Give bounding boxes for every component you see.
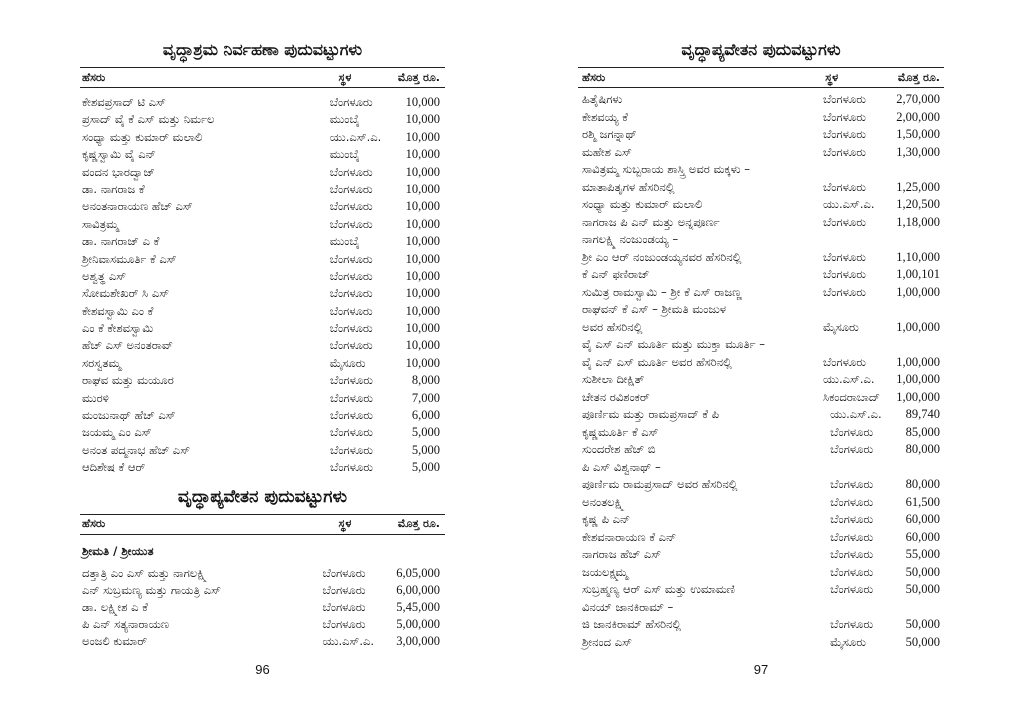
table-row: [578, 581, 944, 599]
page-number: 96: [255, 662, 270, 677]
table-row: [578, 126, 944, 144]
donor-place: ಬೆಂಗಳೂರು: [329, 181, 373, 196]
table-row: [80, 355, 445, 372]
table-row: [578, 179, 944, 197]
donor-name: ಜಯಮ್ಮ ಎಂ ಎಸ್: [82, 425, 152, 440]
donor-name: ಕೇಶವಪ್ರಸಾದ್ ಟಿ ಎಸ್: [82, 95, 166, 109]
donation-amount: 1,00,000: [896, 372, 940, 386]
donor-name: ಪ್ರಸಾದ್ ವೈ ಕೆ ಎಸ್ ಮತ್ತು ನಿರ್ಮಲ: [82, 112, 215, 127]
table-row: [578, 441, 944, 459]
donor-place: ಮೈಸೂರು: [822, 319, 859, 334]
old-age-home-endowments-section: [80, 38, 445, 477]
donation-amount: 50,000: [905, 617, 940, 631]
donor-place: ಬೆಂಗಳೂರು: [329, 321, 373, 336]
donation-amount: 10,000: [405, 338, 440, 353]
donation-amount: 2,00,000: [896, 109, 940, 124]
donor-name: ಸುಬ್ರಹ್ಮಣ್ಯ ಆರ್ ಎಸ್ ಮತ್ತು ಉಮಾಮಣಿ: [582, 582, 735, 596]
donor-place: ಬೆಂಗಳೂರು: [329, 338, 373, 353]
table-body: [80, 560, 445, 650]
donation-amount: 1,20,500: [896, 197, 940, 211]
donor-place: ಬೆಂಗಳೂರು: [330, 390, 373, 405]
donor-name: ರಶ್ಮಿ ಜಗನ್ನಾಥ್: [582, 127, 637, 141]
table-row: [80, 94, 445, 111]
donor-place: ಬೆಂಗಳೂರು: [830, 564, 874, 579]
column-header-name: ಹೆಸರು: [82, 70, 106, 84]
table-row: [578, 511, 944, 529]
donation-amount: 1,00,000: [896, 284, 940, 299]
donation-amount: 5,000: [411, 425, 440, 440]
table-row: [80, 320, 445, 337]
table-row: [578, 634, 944, 652]
donor-name: ಸಂಧ್ಯಾ ಮತ್ತು ಕುಮಾರ್ ಮಲಾಲಿ: [82, 129, 203, 144]
donor-name: ದತ್ತಾತ್ರಿ ಎಂ ಎಸ್ ಮತ್ತು ನಾಗಲಕ್ಷ್ಮಿ: [82, 565, 207, 580]
donation-amount: 10,000: [405, 181, 440, 196]
donor-name: ಡಾ. ನಾಗರಾಜ ಕೆ: [82, 181, 145, 196]
table-row: [80, 251, 445, 268]
table-row: [578, 599, 944, 617]
donor-name: ಕೆ ಎನ್ ಫಣಿರಾಜ್: [582, 267, 650, 281]
donor-place: ಬೆಂಗಳೂರು: [330, 408, 373, 423]
donor-name: ಸಾವಿತ್ರಮ್ಮ ಸುಬ್ಬರಾಯ ಶಾಸ್ತ್ರಿ ಅವರ ಮಕ್ಕಳು –: [582, 162, 750, 176]
column-header-amount: ಮೊತ್ತ ರೂ.: [397, 70, 440, 84]
donor-name: ಮಹೇಶ ಎಸ್: [582, 144, 632, 159]
table-row: [80, 198, 445, 215]
donation-amount: 85,000: [905, 424, 940, 439]
donation-amount: 5,000: [411, 442, 440, 457]
donation-amount: 10,000: [405, 95, 440, 109]
donation-amount: 1,00,000: [896, 389, 940, 404]
donation-amount: 6,00,000: [396, 582, 440, 597]
donation-amount: 10,000: [405, 234, 440, 249]
donor-name: ಸುಮಿತ್ರ ರಾಮಸ್ವಾಮಿ – ಶ್ರೀ ಕೆ ಎಸ್ ರಾಜಣ್ಣ: [582, 284, 742, 299]
donation-amount: 10,000: [405, 251, 440, 266]
donation-amount: 10,000: [405, 199, 440, 214]
donor-place: ಮೈಸೂರು: [830, 634, 866, 649]
donor-place: ಬೆಂಗಳೂರು: [830, 547, 874, 561]
donor-place: ಬೆಂಗಳೂರು: [822, 214, 866, 229]
donor-name: ಕೃಷ್ಣಸ್ವಾಮಿ ವೈ ಎನ್: [82, 147, 156, 162]
donor-name: ಅಶ್ವತ್ಥ ಎಸ್: [82, 268, 127, 283]
donor-place: ಮುಂಬೈ: [329, 234, 360, 249]
table-row: [578, 424, 944, 442]
donor-name: ಮುರಳಿ: [82, 390, 109, 405]
table-row: [80, 129, 445, 146]
donor-place: ಬೆಂಗಳೂರು: [830, 477, 874, 491]
table-row: [80, 111, 445, 128]
donation-amount: 1,25,000: [896, 179, 940, 194]
donor-place: ಬೆಂಗಳೂರು: [329, 95, 373, 109]
donor-name: ಮಂಜುನಾಥ್ ಹೆಚ್ ಎಸ್: [82, 408, 176, 423]
table-row: [578, 459, 944, 477]
table-row: [578, 564, 944, 582]
donor-name: ಅವರ ಹೆಸರಿನಲ್ಲಿ: [582, 319, 643, 334]
donor-place: ಸಿಕಂದರಾಬಾದ್: [822, 389, 881, 404]
table-row: [578, 529, 944, 547]
donor-place: ಬೆಂಗಳೂರು: [830, 617, 874, 631]
donor-name: ಕೃಷ್ಣ ಪಿ ಎನ್: [582, 512, 631, 526]
right-page: [578, 0, 944, 724]
donor-name: ಕೇಶವಸ್ವಾಮಿ ಎಂ ಕೆ: [82, 303, 154, 318]
donor-name: ಅನಂತಲಕ್ಷ್ಮಿ: [582, 494, 625, 509]
donor-place: ಯು.ಎಸ್.ಎ.: [329, 129, 382, 144]
donation-amount: 1,10,000: [896, 249, 940, 264]
donor-place: ಬೆಂಗಳೂರು: [822, 144, 866, 159]
donation-amount: 60,000: [905, 529, 940, 544]
table-row: [578, 109, 944, 127]
donation-amount: 50,000: [905, 582, 940, 596]
donor-place: ಬೆಂಗಳೂರು: [329, 268, 373, 283]
table-row: [80, 285, 445, 302]
donor-name: ನಾಗಲಕ್ಷ್ಮಿ ನಂಜುಂಡಯ್ಯ –: [582, 232, 679, 246]
donation-amount: 3,00,000: [396, 633, 440, 648]
donation-amount: 1,50,000: [896, 127, 940, 141]
donor-place: ಬೆಂಗಳೂರು: [822, 179, 866, 194]
table-header: [80, 67, 445, 88]
donor-name: ವಂದನ ಭಾರದ್ವಾಜ್: [82, 164, 155, 179]
donor-name: ಪೂರ್ಣಿಮ ಮತ್ತು ರಾಮಪ್ರಸಾದ್ ಕೆ ಪಿ: [582, 407, 719, 421]
donor-name: ವೈ ಎನ್ ಎಸ್ ಮೂರ್ತಿ ಅವರ ಹೆಸರಿನಲ್ಲಿ: [582, 354, 732, 369]
donation-amount: 7,000: [411, 390, 440, 405]
donation-amount: 5,00,000: [396, 616, 440, 631]
table-row: [80, 407, 445, 424]
donor-place: ಬೆಂಗಳೂರು: [330, 442, 373, 457]
donation-amount: 60,000: [905, 512, 940, 526]
donor-name: ಮಾತಾಪಿತೃಗಳ ಹೆಸರಿನಲ್ಲಿ: [582, 179, 675, 194]
donor-place: ಬೆಂಗಳೂರು: [822, 267, 866, 281]
donor-place: ಮುಂಬೈ: [329, 147, 360, 162]
column-header-amount: ಮೊತ್ತ ರೂ.: [897, 70, 940, 84]
donor-name: ಪಿ ಎಸ್ ವಿಶ್ವನಾಥ್ –: [582, 459, 661, 474]
table-row: [578, 214, 944, 232]
donor-name: ಕೇಶವನಾರಾಯಣ ಕೆ ಎನ್: [582, 529, 677, 544]
donor-place: ಬೆಂಗಳೂರು: [822, 284, 866, 299]
table-row: [578, 406, 944, 424]
donation-amount: 10,000: [405, 303, 440, 318]
table-row: [578, 354, 944, 372]
table-row: [80, 424, 445, 441]
table-row: [80, 337, 445, 354]
donation-amount: 55,000: [905, 547, 940, 561]
donor-place: ಬೆಂಗಳೂರು: [322, 616, 366, 631]
table-row: [80, 146, 445, 163]
donor-place: ಬೆಂಗಳೂರು: [830, 529, 874, 544]
table-row: [80, 565, 445, 582]
donor-name: ಡಾ. ಲಕ್ಷ್ಮೀಶ ಎ ಕೆ: [82, 599, 148, 614]
donor-place: ಯು.ಎಸ್.ಎ.: [830, 407, 882, 421]
donor-place: ಬೆಂಗಳೂರು: [322, 599, 366, 614]
donor-name: ಜಯಲಕ್ಷ್ಮಮ್ಮ: [582, 564, 628, 579]
donor-name: ಎಂ ಕೆ ಕೇಶವಸ್ವಾಮಿ: [82, 321, 154, 336]
donor-place: ಬೆಂಗಳೂರು: [330, 373, 373, 388]
donor-name: ಶ್ರೀನಂದ ಎಸ್: [582, 634, 632, 649]
pension-endowments-section: [80, 485, 445, 650]
donor-place: ಬೆಂಗಳೂರು: [822, 127, 866, 141]
table-row: [578, 371, 944, 389]
donor-place: ಬೆಂಗಳೂರು: [322, 582, 366, 597]
table-row: [80, 616, 445, 633]
donation-amount: 10,000: [405, 268, 440, 283]
table-row: [80, 390, 445, 407]
table-row: [578, 546, 944, 564]
donor-name: ಸಂಧ್ಯಾ ಮತ್ತು ಕುಮಾರ್ ಮಲಾಲಿ: [582, 197, 703, 211]
table-row: [578, 91, 944, 109]
donor-place: ಬೆಂಗಳೂರು: [329, 199, 373, 214]
donor-name: ಶ್ರೀ ಎಂ ಆರ್ ನಂಜುಂಡಯ್ಯನವರ ಹೆಸರಿನಲ್ಲಿ: [582, 249, 742, 264]
donation-amount: 8,000: [411, 373, 440, 388]
table-row: [578, 196, 944, 214]
donor-name: ಸರಸ್ವತಮ್ಮ: [82, 355, 121, 370]
donation-amount: 10,000: [405, 129, 440, 144]
donor-place: ಬೆಂಗಳೂರು: [830, 424, 874, 439]
donor-place: ಬೆಂಗಳೂರು: [822, 109, 866, 124]
donor-name: ಜಿ ಜಾನಕಿರಾಮ್ ಹೆಸರಿನಲ್ಲಿ: [582, 617, 682, 631]
donation-amount: 10,000: [405, 147, 440, 162]
donor-name: ವಿನಯ್ ಜಾನಕಿರಾಮ್ –: [582, 599, 674, 614]
donor-place: ಬೆಂಗಳೂರು: [830, 442, 874, 456]
pension-endowments-section: [578, 38, 944, 651]
donation-amount: 1,00,101: [896, 267, 940, 281]
donor-name: ಸೋಮಶೇಖರ್ ಸಿ ಎಸ್: [82, 286, 170, 301]
donation-amount: 10,000: [405, 286, 440, 301]
donor-name: ಪೂರ್ಣಿಮ ರಾಮಪ್ರಸಾದ್ ಅವರ ಹೆಸರಿನಲ್ಲಿ: [582, 477, 738, 491]
table-row: [578, 284, 944, 302]
table-row: [80, 268, 445, 285]
table-row: [578, 336, 944, 354]
section-title: ವೃದ್ಧಾಪ್ಯವೇತನ ಪುದುವಟ್ಟುಗಳು: [177, 486, 348, 507]
donation-amount: 6,000: [411, 408, 440, 423]
table-row: [578, 161, 944, 179]
donor-place: ಬೆಂಗಳೂರು: [322, 565, 366, 580]
donor-place: ಮುಂಬೈ: [329, 112, 360, 127]
table-row: [578, 144, 944, 162]
donor-name: ಸುಂದರೇಶ ಹೆಚ್ ಬಿ: [582, 442, 656, 456]
left-page: [80, 0, 445, 724]
donor-place: ಯು.ಎಸ್.ಎ.: [822, 372, 875, 386]
donor-name: ಕೇಶವಯ್ಯ ಕೆ: [582, 109, 628, 124]
donor-name: ಅಂಜಲಿ ಕುಮಾರ್: [82, 633, 148, 648]
donor-name: ಹೆಚ್ ಎಸ್ ಅನಂತರಾವ್: [82, 338, 173, 353]
column-header-name: ಹೆಸರು: [582, 70, 606, 84]
table-row: [80, 303, 445, 320]
table-row: [578, 389, 944, 407]
donation-amount: 61,500: [905, 494, 940, 509]
donor-place: ಬೆಂಗಳೂರು: [822, 249, 866, 264]
donor-place: ಬೆಂಗಳೂರು: [329, 286, 373, 301]
table-subheading: ಶ್ರೀಮತಿ / ಶ್ರೀಯುತ: [82, 543, 154, 558]
table-row: [578, 266, 944, 284]
donor-place: ಬೆಂಗಳೂರು: [830, 512, 874, 526]
donation-amount: 1,00,000: [896, 319, 940, 334]
donation-amount: 2,70,000: [896, 92, 940, 106]
table-row: [80, 164, 445, 181]
donation-amount: 6,05,000: [396, 565, 440, 580]
donation-amount: 10,000: [405, 321, 440, 336]
table-row: [80, 459, 445, 476]
table-row: [80, 599, 445, 616]
table-row: [578, 319, 944, 337]
donor-name: ಶ್ರೀನಿವಾಸಮೂರ್ತಿ ಕೆ ಎಸ್: [82, 251, 177, 266]
column-header-place: ಸ್ಥಳ: [338, 70, 352, 84]
table-body: [80, 88, 445, 477]
donor-name: ಎನ್ ಸುಬ್ರಮಣ್ಯ ಮತ್ತು ಗಾಯತ್ರಿ ಎಸ್: [82, 582, 221, 597]
donor-name: ಡಾ. ನಾಗರಾಜ್ ಎ ಕೆ: [82, 234, 160, 249]
donor-place: ಬೆಂಗಳೂರು: [822, 354, 866, 369]
donor-name: ಹಿತೈಷಿಗಳು: [582, 92, 623, 106]
column-header-place: ಸ್ಥಳ: [825, 70, 839, 84]
donor-place: ಬೆಂಗಳೂರು: [329, 251, 373, 266]
table-header: [578, 67, 944, 88]
table-row: [80, 372, 445, 389]
donor-place: ಬೆಂಗಳೂರು: [330, 460, 373, 475]
table-row: [80, 442, 445, 459]
column-header-amount: ಮೊತ್ತ ರೂ.: [397, 517, 440, 531]
donation-amount: 80,000: [905, 477, 940, 491]
donor-place: ಬೆಂಗಳೂರು: [830, 582, 874, 596]
section-title: ವೃದ್ಧಾಪ್ಯವೇತನ ಪುದುವಟ್ಟುಗಳು: [681, 40, 841, 59]
column-header-place: ಸ್ಥಳ: [338, 517, 352, 531]
donor-place: ಬೆಂಗಳೂರು: [329, 216, 373, 231]
table-row: [578, 231, 944, 249]
donor-name: ಸಾವಿತ್ರಮ್ಮ: [82, 216, 119, 231]
table-row: [578, 616, 944, 634]
donation-amount: 5,45,000: [396, 599, 440, 614]
table-row: [578, 476, 944, 494]
donation-amount: 1,00,000: [896, 354, 940, 369]
table-row: [578, 301, 944, 319]
donor-name: ಸುಶೀಲಾ ದೀಕ್ಷಿತ್: [582, 372, 645, 386]
donor-place: ಬೆಂಗಳೂರು: [329, 164, 373, 179]
donor-name: ಕೃಷ್ಣಮೂರ್ತಿ ಕೆ ಎಸ್: [582, 424, 659, 439]
donor-name: ವೈ ಎಸ್ ಎನ್ ಮೂರ್ತಿ ಮತ್ತು ಮುಕ್ತಾ ಮೂರ್ತಿ –: [582, 337, 765, 351]
page-number: 97: [753, 662, 769, 677]
donation-amount: 10,000: [405, 164, 440, 179]
donor-name: ನಾಗರಾಜ ಹೆಚ್ ಎಸ್: [582, 547, 662, 561]
donor-name: ಆದಿಶೇಷ ಕೆ ಆರ್: [82, 460, 146, 475]
donor-place: ಬೆಂಗಳೂರು: [329, 303, 373, 318]
table-row: [80, 633, 445, 650]
section-title: ವೃದ್ಧಾಶ್ರಮ ನಿರ್ವಹಣಾ ಪುದುವಟ್ಟುಗಳು: [162, 40, 363, 59]
table-row: [80, 181, 445, 198]
donor-name: ರಾಘವನ್ ಕೆ ಎಸ್ – ಶ್ರೀಮತಿ ಮಂಜುಳ: [582, 302, 726, 316]
table-row: [578, 249, 944, 267]
donor-place: ಬೆಂಗಳೂರು: [330, 425, 373, 440]
table-row: [578, 494, 944, 512]
donation-amount: 10,000: [405, 112, 440, 127]
donation-amount: 1,30,000: [896, 144, 940, 159]
table-row: [80, 216, 445, 233]
table-row: [80, 582, 445, 599]
donation-amount: 5,000: [411, 460, 440, 475]
donor-place: ಯು.ಎಸ್.ಎ.: [322, 633, 375, 648]
table-row: [80, 233, 445, 250]
donor-name: ರಾಘವ ಮತ್ತು ಮಯೂರ: [82, 373, 174, 388]
donor-place: ಬೆಂಗಳೂರು: [830, 494, 874, 509]
table-body: [578, 88, 944, 651]
table-header: [80, 514, 445, 535]
donor-name: ನಾಗರಾಜ ಪಿ ಎನ್ ಮತ್ತು ಅನ್ನಪೂರ್ಣ: [582, 214, 720, 229]
donor-place: ಮೈಸೂರು: [329, 355, 366, 370]
donation-amount: 89,740: [905, 407, 940, 421]
donor-place: ಬೆಂಗಳೂರು: [822, 92, 866, 106]
donation-amount: 10,000: [405, 216, 440, 231]
donor-place: ಯು.ಎಸ್.ಎ.: [822, 197, 875, 211]
column-header-name: ಹೆಸರು: [82, 517, 106, 531]
donation-amount: 10,000: [405, 355, 440, 370]
donor-name: ಚೇತನ ರವಿಶಂಕರ್: [582, 389, 650, 404]
donor-name: ಅನಂತ ಪದ್ಮನಾಭ ಹೆಚ್ ಎಸ್: [82, 442, 191, 457]
donor-name: ಪಿ ಎನ್ ಸತ್ಯನಾರಾಯಣ: [82, 616, 170, 631]
donation-amount: 80,000: [905, 442, 940, 456]
donation-amount: 50,000: [905, 564, 940, 579]
donor-name: ಅನಂತನಾರಾಯಣ ಹೆಚ್ ಎಸ್: [82, 199, 193, 214]
donation-amount: 50,000: [905, 634, 940, 649]
donation-amount: 1,18,000: [896, 214, 940, 229]
